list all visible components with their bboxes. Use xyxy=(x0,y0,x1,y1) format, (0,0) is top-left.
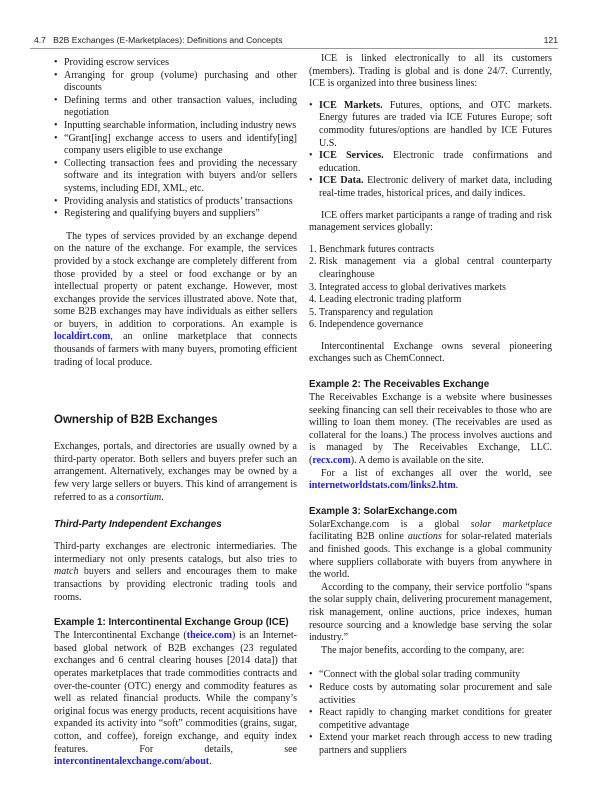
text-run: Providing escrow services xyxy=(64,57,169,68)
text-run: Risk management via a global central counterparty clearinghouse xyxy=(319,256,552,280)
paragraph-exchange-list xyxy=(309,468,552,493)
benefits-bullet-list xyxy=(309,669,552,757)
heading-example-1: Example 1: Intercontinental Exchange Group (ICE) xyxy=(54,617,289,629)
paragraph-ice-owns xyxy=(309,341,552,366)
text-run: . xyxy=(209,756,212,768)
list-item xyxy=(309,307,552,320)
list-item xyxy=(309,244,552,257)
text-run: The Receivables Exchange is a website where businesses seeking financing can sell their receivables to those who are willing to loan them money. (The receivables are used as collateral for the loans.) The process involves auctions and is managed by The Receivables Exchange, LLC. ( xyxy=(309,392,552,467)
list-item xyxy=(309,732,552,757)
text-run: ICE is linked electronically to all its customers (members). Trading is global and is done 24/7. Currently, ICE is organized into three business lines: xyxy=(309,53,552,90)
header-rule xyxy=(30,48,558,49)
text-run: Electronic trade confirmations and education. xyxy=(319,150,552,174)
list-item xyxy=(54,158,297,196)
hyperlink[interactable]: internetworldstats.com/links2.htm xyxy=(309,480,456,492)
list-item xyxy=(54,133,297,158)
text-run: “Connect with the global solar trading community xyxy=(319,669,521,681)
services-bullet-list xyxy=(54,57,297,221)
text-run: for solar-related materials and finished goods. This exchange is a global community where suppliers collaborate with buyers from anywhere in the world. xyxy=(309,531,552,581)
business-lines-list xyxy=(309,100,552,201)
text-run: Leading electronic trading platform xyxy=(319,294,462,306)
left-column xyxy=(54,53,297,769)
heading-ownership: Ownership of B2B Exchanges xyxy=(54,414,218,427)
list-number: 3. xyxy=(309,281,317,293)
list-item xyxy=(309,707,552,732)
text-run: Independence governance xyxy=(319,319,424,331)
text-run: Transparency and regulation xyxy=(319,306,434,318)
text-run: Reduce costs by automating solar procurement and sale activities xyxy=(319,681,552,706)
text-run: The major benefits, according to the company, are: xyxy=(321,644,525,656)
text-run: Registering and qualifying buyers and suppliers” xyxy=(64,208,260,220)
bold-text: ICE Markets. xyxy=(319,99,383,111)
text-run: . xyxy=(455,480,459,492)
paragraph-third-party xyxy=(54,541,297,604)
paragraph-benefits-intro xyxy=(309,645,552,658)
list-item xyxy=(309,669,552,682)
text-run: buyers and sellers and encourages them to make transactions by providing electronic trading tools and rooms. xyxy=(54,566,297,603)
text-run: , an online marketplace that connects thousands of farmers with many buyers, promoting efficient trading of local produce. xyxy=(54,331,297,368)
text-run: Electronic delivery of market data, including real-time trades, historical prices, and daily indices. xyxy=(319,175,552,199)
text-run: facilitating B2B online xyxy=(309,531,408,543)
heading-third-party: Third-Party Independent Exchanges xyxy=(54,519,222,531)
list-item xyxy=(54,95,297,120)
italic-text: auctions xyxy=(407,531,442,543)
list-item xyxy=(309,319,552,332)
text-run: ICE offers market participants a range of trading and risk management services globally: xyxy=(309,209,552,234)
list-item xyxy=(309,256,552,281)
paragraph-types-of-services xyxy=(54,231,297,370)
text-run: . xyxy=(161,491,164,503)
list-item xyxy=(309,100,552,150)
text-run: The types of services provided by an exchange depend on the nature of the exchange. For example, the services provided by a stock exchange are completely different from those provided by a steel or food exchange or by an intellectual property or patent exchange. However, most exchanges provide the services illustrated above. Note that, some B2B exchanges may have individuals as either sellers or buyers, in addition to corporations. An example is xyxy=(54,230,297,330)
text-run: ). A demo is available on the site. xyxy=(350,455,484,467)
text-run: Inputting searchable information, including industry news xyxy=(64,119,297,131)
list-item xyxy=(54,70,297,95)
heading-example-3: Example 3: SolarExchange.com xyxy=(309,505,458,517)
list-number: 6. xyxy=(309,319,317,331)
text-run: The Intercontinental Exchange ( xyxy=(54,630,187,642)
list-item xyxy=(54,120,297,133)
list-item xyxy=(309,294,552,307)
hyperlink[interactable]: localdirt.com xyxy=(54,331,111,343)
text-run: SolarExchange.com is a global xyxy=(309,518,471,530)
list-item xyxy=(309,175,552,200)
list-item xyxy=(54,208,297,221)
page-number: 121 xyxy=(543,35,558,45)
hyperlink[interactable]: theice.com xyxy=(186,630,232,642)
right-column xyxy=(309,53,552,758)
text-run: Intercontinental Exchange owns several pioneering exchanges such as ChemConnect. xyxy=(309,340,552,365)
running-header xyxy=(34,35,282,46)
list-number: 1. xyxy=(309,243,317,255)
paragraph-ownership xyxy=(54,441,297,504)
hyperlink[interactable]: recx.com xyxy=(312,455,351,467)
italic-text: solar marketplace xyxy=(470,518,552,530)
list-number: 5. xyxy=(309,306,317,318)
text-run: Exchanges, portals, and directories are usually owned by a third-party operator. Both sellers and buyers prefer such an arrangement. Alternatively, exchanges may be owned by a few very large sellers or buyers. This kind of arrangement is referred to as a xyxy=(54,441,297,503)
text-run: Third-party exchanges are electronic intermediaries. The intermediary not only presents catalogs, but also tries to xyxy=(54,541,297,565)
paragraph-example-1 xyxy=(54,630,297,769)
hyperlink[interactable]: intercontinentalexchange.com/about xyxy=(54,756,210,768)
text-run: React rapidly to changing market conditions for greater competitive advantage xyxy=(319,707,552,731)
text-run: According to the company, their service portfolio “spans the solar supply chain, delivering procurement management, risk management, online auctions, price indexes, human resource sourcing and a knowledge base serving the solar industry.” xyxy=(309,581,552,644)
text-run: For a list of exchanges all over the world, see xyxy=(321,467,552,479)
paragraph-portfolio xyxy=(309,582,552,645)
text-run: ) is an Internet-based global network of B2B exchanges (23 regulated exchanges and 6 central clearing houses [2014 data]) that operates marketplaces that trade commodities contracts and over-the-counter (OTC) energy and commodity features as well as related financial products. While the company’s original focus was energy products, recent acquisitions have expanded its activity into “soft” commodities (grains, sugar, cotton, and coffee), foreign exchange, and equity index features. For details, see xyxy=(54,630,297,755)
text-run: Futures, options, and OTC markets. Energy futures are traded via ICE Futures Europe; soft commodity futures/options are handled by ICE Futures U.S. xyxy=(319,99,553,149)
bold-text: ICE Services. xyxy=(319,150,384,162)
text-run: Defining terms and other transaction values, including negotiation xyxy=(64,94,297,119)
italic-text: consortium xyxy=(116,491,162,503)
list-item xyxy=(54,196,297,209)
italic-text: match xyxy=(54,566,79,578)
section-number: 4.7 xyxy=(34,35,46,45)
heading-example-2: Example 2: The Receivables Exchange xyxy=(309,379,490,391)
paragraph-ice-linked xyxy=(309,53,552,91)
paragraph-example-2 xyxy=(309,392,552,468)
list-item xyxy=(309,282,552,295)
paragraph-ice-offers xyxy=(309,210,552,235)
text-run: Integrated access to global derivatives markets xyxy=(319,281,506,293)
text-run: Providing analysis and statistics of products’ transactions xyxy=(64,195,293,207)
list-number: 2. xyxy=(309,256,317,268)
text-run: “Grant[ing] exchange access to users and identify[ing] company users eligible to use exchange xyxy=(64,132,297,157)
services-numbered-list xyxy=(309,244,552,332)
list-number: 4. xyxy=(309,294,317,306)
bold-text: ICE Data. xyxy=(319,175,364,187)
text-run: Benchmark futures contracts xyxy=(319,243,434,255)
list-item xyxy=(309,150,552,175)
list-item xyxy=(309,682,552,707)
text-run: Arranging for group (volume) purchasing and other discounts xyxy=(64,69,297,94)
list-item xyxy=(54,57,297,70)
paragraph-example-3 xyxy=(309,519,552,582)
text-run: Extend your market reach through access to new trading partners and suppliers xyxy=(319,732,552,756)
text-run: Collecting transaction fees and providing the necessary software and its integration with buyers and/or sellers systems, including EDI, XML, etc. xyxy=(64,157,297,194)
section-title: B2B Exchanges (E-Marketplaces): Definitions and Concepts xyxy=(53,35,283,45)
